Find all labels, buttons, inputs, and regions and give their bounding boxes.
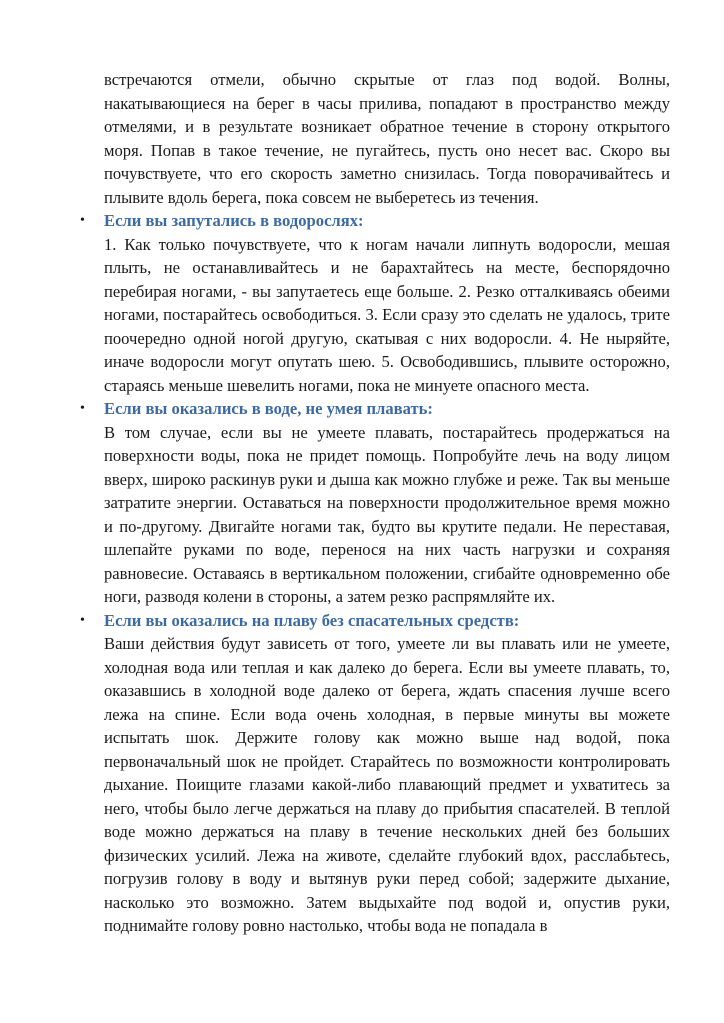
bullet-icon: • <box>80 401 85 416</box>
intro-paragraph: встречаются отмели, обычно скрытые от глаз под водой. Волны, накатывающиеся на берег в часы прилива, попадают в пространство между отмелями, и в результате возникает обратное течение в сторону открытого моря. Попав в такое течение, не пугайтесь, пусть оно несет вас. Скоро вы почувствуете, что его скорость заметно снизилась. Тогда поворачивайтесь и плывите вдоль берега, пока совсем не выберетесь из течения. <box>104 70 670 207</box>
section-body: Ваши действия будут зависеть от того, умеете ли вы плавать или не умеете, холодная вода или теплая и как далеко до берега. Если вы умеете плавать, то, оказавшись в холодной воде далеко от берега, ждать спасения лучше всего лежа на спине. Если вода очень холодная, в первые минуты вы можете испытать шок. Держите голову как можно выше над водой, пока первоначальный шок не пройдет. Старайтесь по возможности контролировать дыхание. Поищите глазами какой-либо плавающий предмет и ухватитесь за него, чтобы было легче держаться на плаву до прибытия спасателей. В теплой воде можно держаться на плаву в течение нескольких дней без больших физических усилий. Лежа на животе, сделайте глубокий вдох, расслабьтесь, погрузив голову в воду и вытянув руки перед собой; задержите дыхание, насколько это возможно. Затем выдыхайте под водой и, опустив руки, поднимайте голову ровно настолько, чтобы вода не попадала в <box>104 634 670 935</box>
section-afloat-without-gear <box>80 609 670 938</box>
section-body: В том случае, если вы не умеете плавать, постарайтесь продержаться на поверхности воды, пока не придет помощь. Попробуйте лечь на воду лицом вверх, широко раскинув руки и дыша как можно глубже и реже. Так вы меньше затратите энергии. Оставаться на поверхности продолжительное время можно и по-другому. Двигайте ногами так, будто вы крутите педали. Не переставая, шлепайте руками по воде, перенося на них часть нагрузки и сохраняя равновесие. Оставаясь в вертикальном положении, сгибайте одновременно обе ноги, разводя колени в стороны, а затем резко распрямляйте их. <box>104 422 670 606</box>
section-heading: Если вы оказались на плаву без спасательных средств: <box>104 610 520 630</box>
bullet-icon: • <box>80 612 85 628</box>
section-body: 1. Как только почувствуете, что к ногам начали липнуть водоросли, мешая плыть, не останавливайтесь и не барахтайтесь на месте, беспорядочно перебирая ногами, - вы запутаетесь еще больше. 2. Резко отталкиваясь обеими ногами, постарайтесь освободиться. 3. Если сразу это сделать не удалось, трите поочередно одной ногой другую, скатывая с них водоросли. 4. Не ныряйте, иначе водоросли могут опутать шею. 5. Освободившись, плывите осторожно, стараясь меньше шевелить ногами, пока не минуете опасного места. <box>104 234 670 395</box>
section-cannot-swim <box>80 397 670 609</box>
section-seaweed <box>80 209 670 397</box>
page-content <box>80 68 670 938</box>
section-heading: Если вы оказались в воде, не умея плавать: <box>104 399 433 418</box>
section-heading: Если вы запутались в водорослях: <box>104 211 364 230</box>
bullet-icon: • <box>80 213 85 228</box>
